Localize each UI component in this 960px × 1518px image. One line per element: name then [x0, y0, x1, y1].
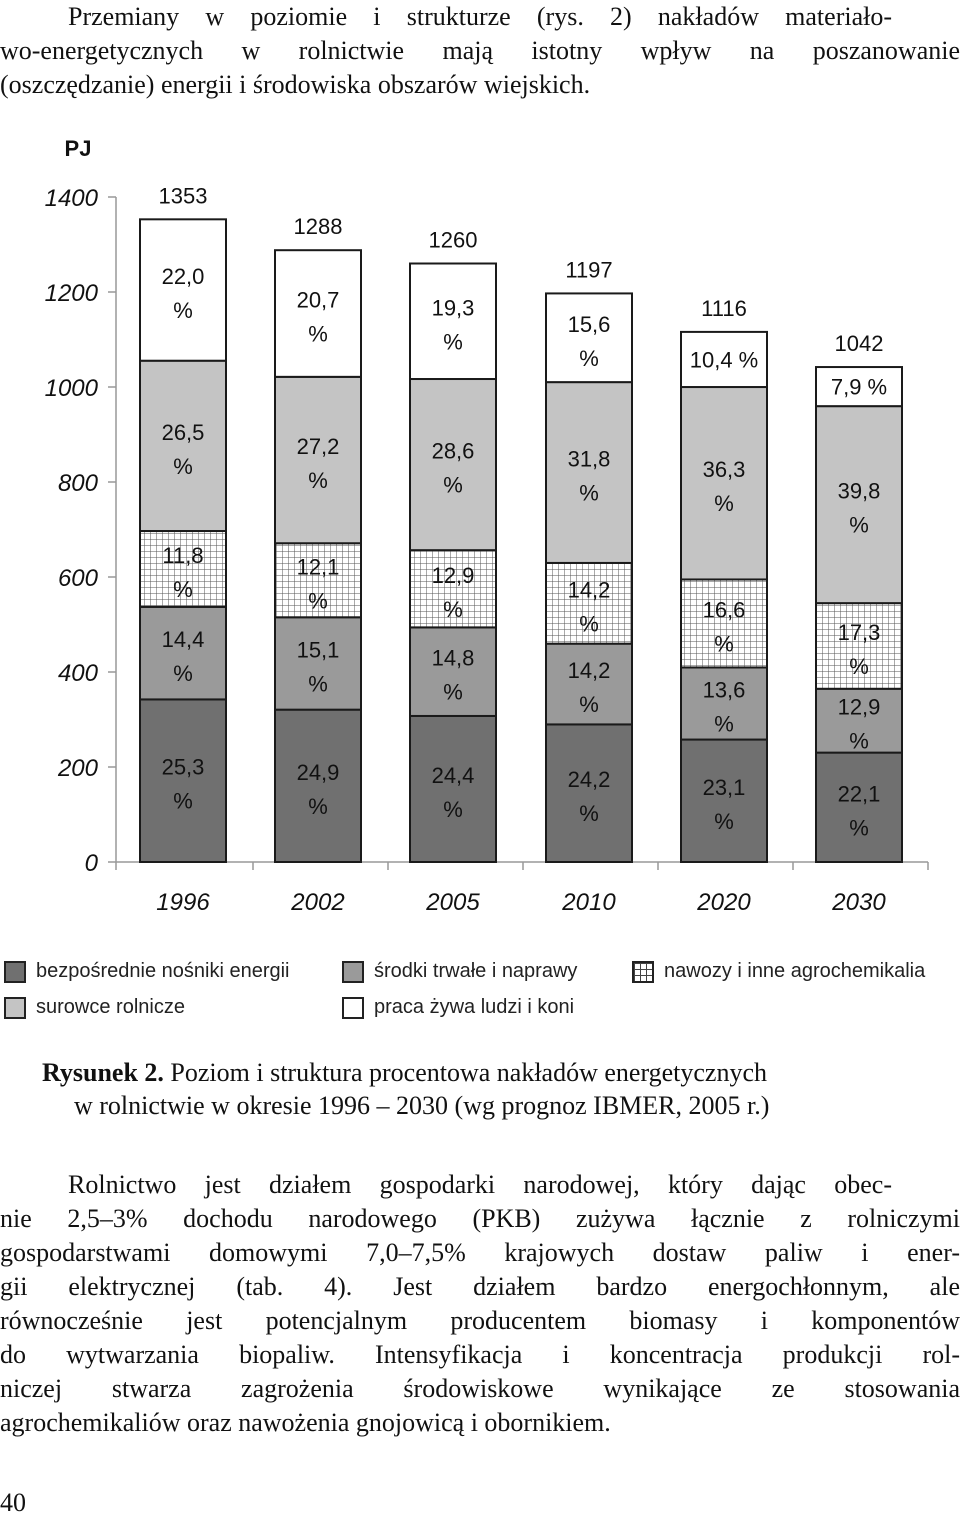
bar-segment: [140, 699, 226, 862]
y-tick-label: 1400: [44, 185, 98, 212]
legend-item: [342, 960, 577, 983]
bar-segment: [681, 387, 767, 579]
y-tick-label: 800: [57, 470, 98, 497]
caption-line-1: [42, 1056, 942, 1089]
legend-label: nawozy i inne agrochemikalia: [664, 960, 926, 982]
bar-value-label: 28,6 %: [431, 438, 475, 498]
body-line: agrochemikaliów oraz nawożenia gnojowicą i obornikiem.: [0, 1408, 611, 1437]
y-tick-label: 400: [57, 660, 98, 687]
bar-value-label: 12,9 %: [431, 562, 475, 622]
legend-swatch: [632, 961, 654, 983]
legend-label: surowce rolnicze: [36, 996, 185, 1018]
legend-swatch: [342, 997, 364, 1019]
bar-value-label: 12,1 %: [296, 554, 340, 614]
bar-total-label: 1288: [293, 214, 343, 240]
body-line: Rolnictwo jest działem gospodarki narodowej, który dając obec-: [68, 1170, 892, 1199]
legend-swatch: [4, 961, 26, 983]
bar-value-label: 16,6 %: [702, 597, 746, 657]
y-tick-label: 1200: [44, 280, 98, 307]
bar-value-label: 23,1 %: [702, 774, 746, 834]
bar-value-label: 12,9 %: [837, 694, 881, 754]
bar-value-label: 24,2 %: [567, 767, 611, 827]
intro-paragraph: [0, 0, 960, 102]
legend-label: środki trwałe i naprawy: [374, 960, 578, 982]
y-tick-label: 600: [57, 565, 98, 592]
legend-label: praca żywa ludzi i koni: [374, 996, 575, 1018]
bar-value-label: 11,8 %: [162, 542, 204, 602]
body-line: nie 2,5–3% dochodu narodowego (PKB) zużywa łącznie z rolniczymi: [0, 1204, 960, 1233]
bar-segment: [546, 382, 632, 563]
bar-total-label: 1116: [701, 295, 747, 321]
bar-segment: [546, 724, 632, 862]
legend-swatch: [4, 997, 26, 1019]
bar-value-label: 13,6 %: [702, 677, 746, 737]
caption-text: Poziom i struktura procentowa nakładów energetycznych: [170, 1058, 768, 1087]
caption-line-2: w rolnictwie w okresie 1996 – 2030 (wg prognoz IBMER, 2005 r.): [74, 1091, 770, 1120]
bar-value-label: 36,3 %: [702, 457, 746, 517]
x-tick-label: 1996: [156, 889, 210, 916]
y-tick-label: 1000: [44, 375, 98, 402]
bar-segment: [410, 264, 496, 380]
bar-value-label: 19,3 %: [431, 295, 475, 355]
x-tick-label: 2030: [832, 889, 886, 916]
bar-value-label: 24,9 %: [296, 759, 340, 819]
bar-value-label: 22,1 %: [837, 781, 881, 841]
stacked-bar-chart: [0, 125, 960, 925]
x-tick-label: 2002: [291, 889, 345, 916]
y-axis-label: PJ: [64, 136, 92, 161]
bar-segment: [410, 716, 496, 862]
intro-line: wo-energetycznych w rolnictwie mają istotny wpływ na poszanowanie: [0, 36, 960, 65]
bar-segment: [275, 377, 361, 543]
body-line: równocześnie jest potencjalnym producentem biomasy i komponentów: [0, 1306, 960, 1335]
bar-value-label: 14,4 %: [161, 627, 205, 687]
bar-value-label: 17,3 %: [837, 619, 881, 679]
bar-value-label: 25,3 %: [161, 754, 205, 814]
legend-item: [342, 996, 574, 1019]
bar-value-label: 10,4 %: [689, 347, 759, 373]
legend-swatch: [342, 961, 364, 983]
legend-item: [632, 960, 925, 983]
x-tick-label: 2020: [697, 889, 751, 916]
bar-value-label: 39,8 %: [837, 478, 881, 538]
bar-value-label: 14,2 %: [567, 577, 611, 637]
legend-item: [4, 996, 185, 1019]
x-tick-label: 2010: [562, 889, 616, 916]
bar-segment: [140, 361, 226, 531]
bar-value-label: 31,8 %: [567, 446, 611, 506]
legend-item: [4, 960, 290, 983]
bar-value-label: 22,0 %: [161, 264, 205, 324]
bar-segment: [816, 753, 902, 862]
bar-total-label: 1197: [565, 257, 613, 283]
body-line: gii elektrycznej (tab. 4). Jest działem bardzo energochłonnym, ale: [0, 1272, 960, 1301]
bar-total-label: 1042: [834, 331, 884, 357]
body-line: gospodarstwami domowymi 7,0–7,5% krajowych dostaw paliw i ener-: [0, 1238, 960, 1267]
body-line: niczej stwarza zagrożenia środowiskowe wynikające ze stosowania: [0, 1374, 960, 1403]
bar-total-label: 1260: [428, 227, 478, 253]
bar-segment: [140, 219, 226, 360]
bar-value-label: 26,5 %: [161, 419, 205, 479]
bar-value-label: 14,2 %: [567, 658, 611, 718]
bar-value-label: 15,1 %: [296, 637, 340, 697]
figure-caption: [42, 1056, 942, 1122]
y-tick-label: 0: [84, 850, 98, 877]
bar-segment: [816, 406, 902, 603]
body-line: do wytwarzania biopaliw. Intensyfikacja i koncentracja produkcji rol-: [0, 1340, 960, 1369]
page-number: 40: [0, 1488, 26, 1517]
bar-total-label: 1353: [158, 183, 208, 209]
bar-value-label: 14,8 %: [431, 645, 475, 705]
y-tick-label: 200: [57, 755, 98, 782]
bar-value-label: 15,6 %: [567, 311, 611, 371]
intro-line: (oszczędzanie) energii i środowiska obszarów wiejskich.: [0, 70, 591, 99]
chart-legend: [0, 952, 960, 1032]
bar-segment: [275, 710, 361, 862]
bar-value-label: 20,7 %: [296, 287, 340, 347]
bar-segment: [410, 379, 496, 550]
bar-segment: [275, 250, 361, 377]
body-paragraph: [0, 1168, 960, 1440]
chart-svg: [0, 125, 960, 925]
x-tick-label: 2005: [426, 889, 480, 916]
bar-value-label: 7,9 %: [830, 374, 888, 400]
bar-value-label: 24,4 %: [431, 762, 475, 822]
caption-label: Rysunek 2.: [42, 1058, 164, 1087]
bar-segment: [681, 740, 767, 862]
intro-line: Przemiany w poziomie i strukturze (rys. 2) nakładów materiało-: [68, 2, 892, 31]
legend-label: bezpośrednie nośniki energii: [36, 960, 290, 982]
bar-value-label: 27,2 %: [296, 434, 340, 494]
